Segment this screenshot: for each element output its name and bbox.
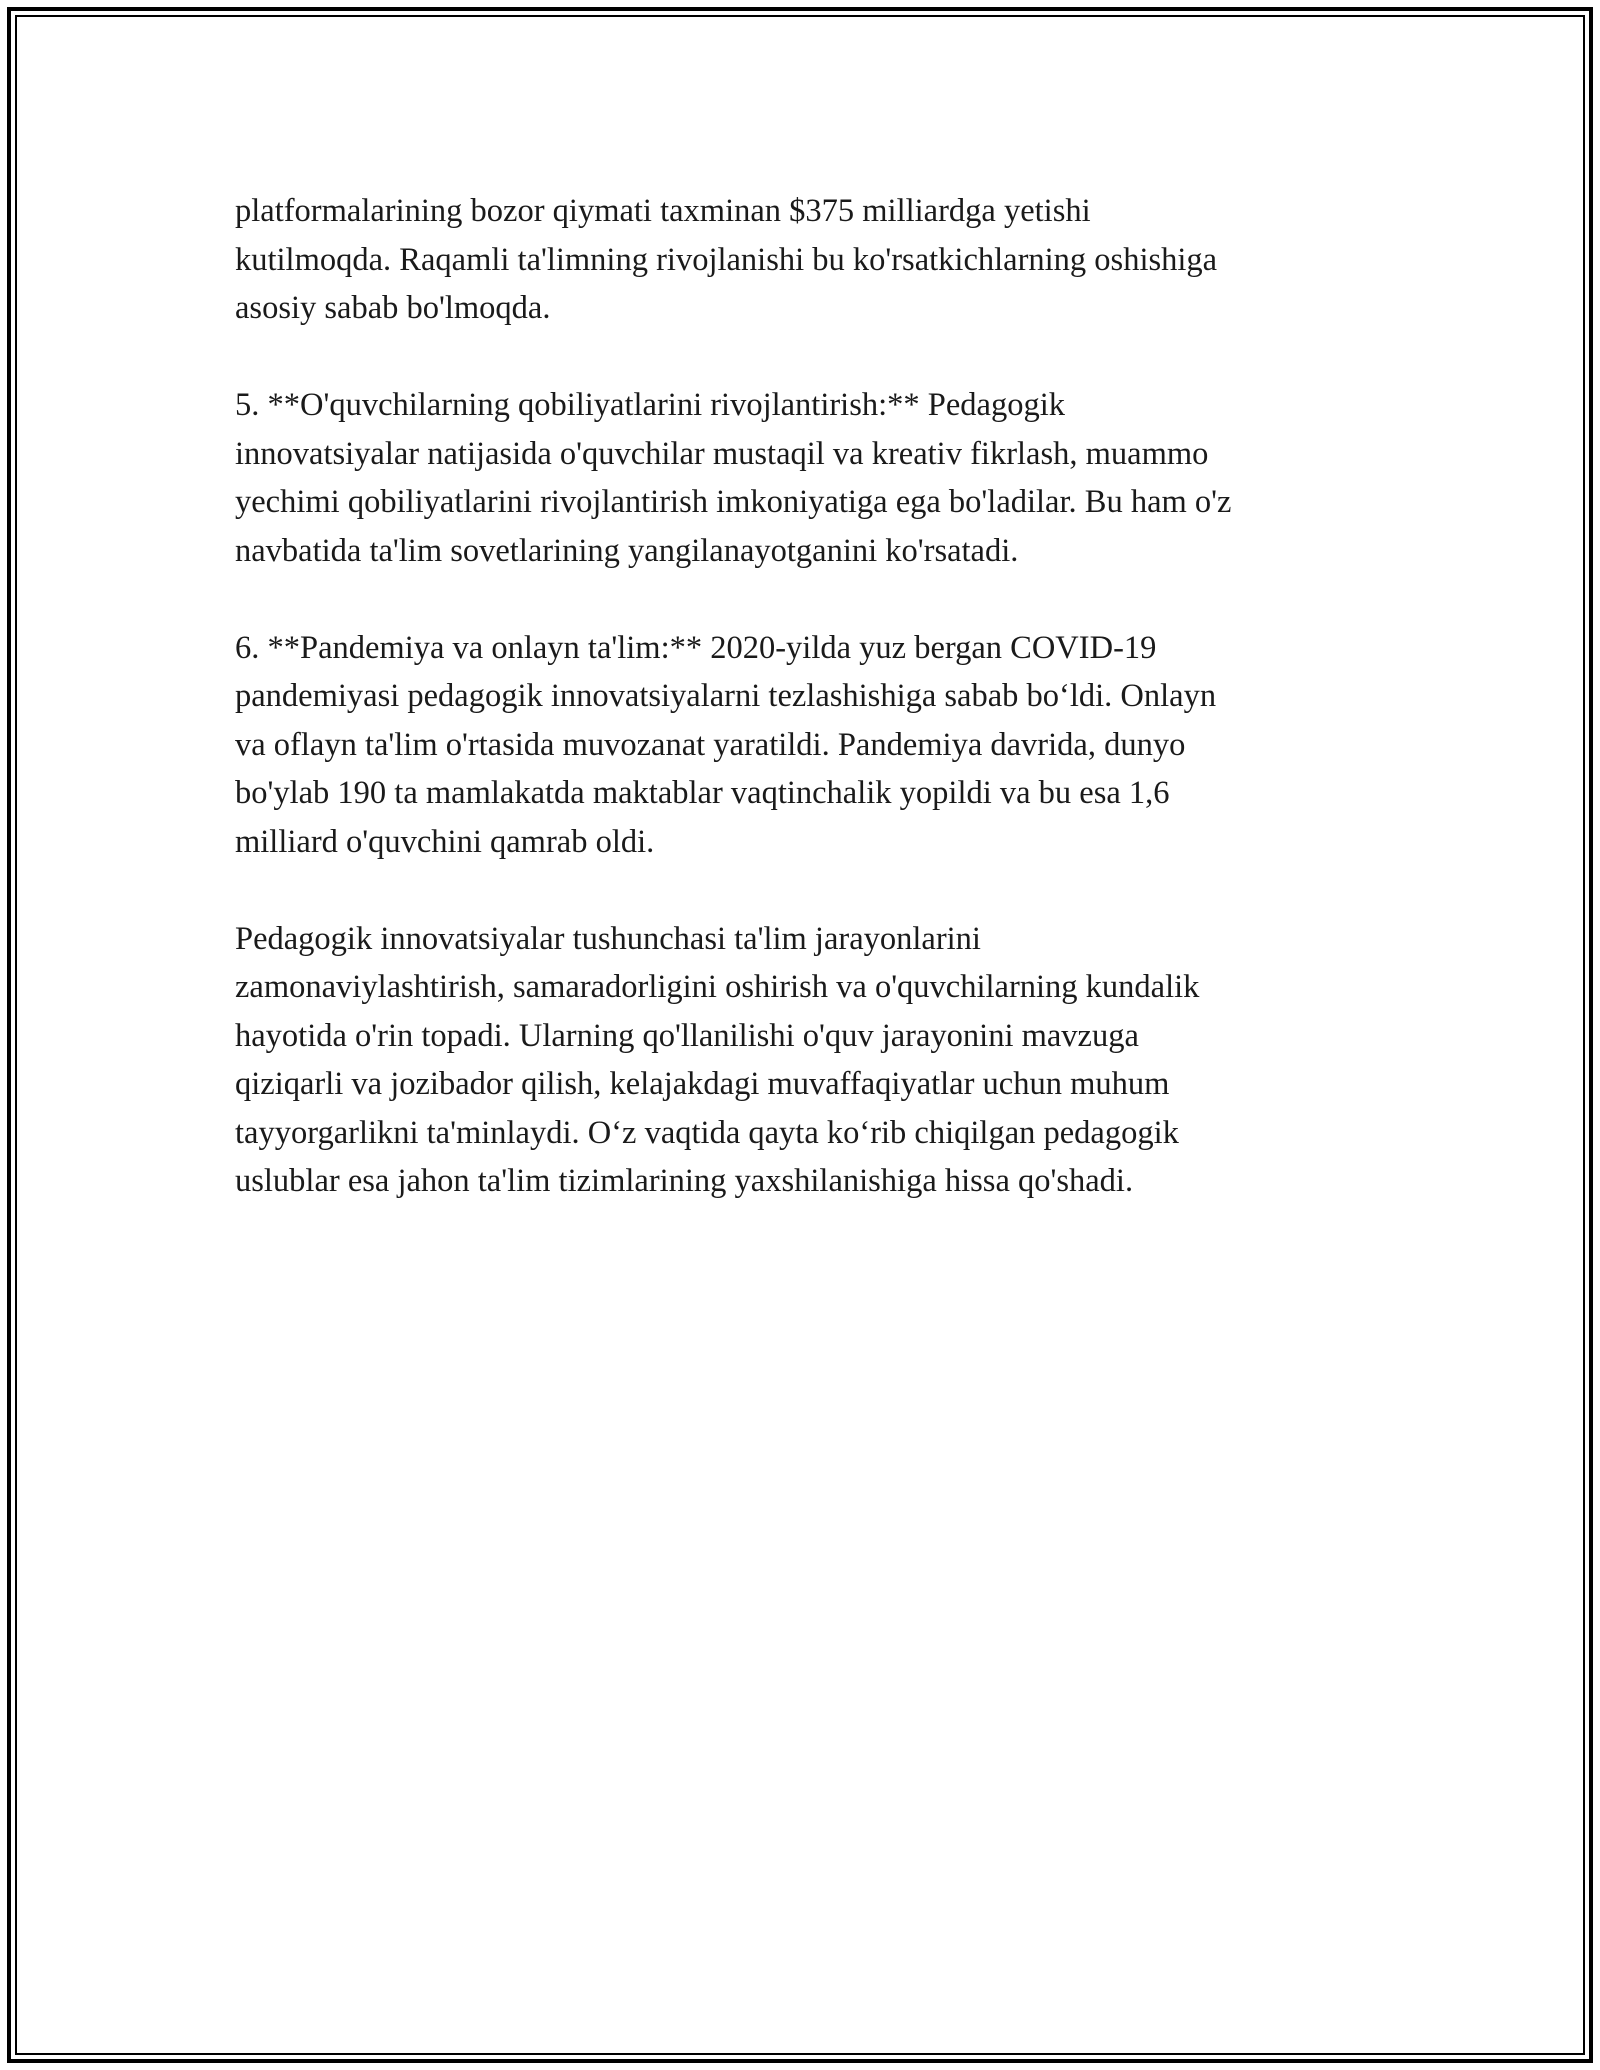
text-line: va oflayn ta'lim o'rtasida muvozanat yaratildi. Pandemiya davrida, dunyo — [235, 726, 1186, 763]
text-line: pandemiyasi pedagogik innovatsiyalarni tezlashishiga sabab bo‘ldi. Onlayn — [235, 678, 1217, 714]
text-line: qiziqarli va jozibador qilish, kelajakdagi muvaffaqiyatlar uchun muhum — [235, 1066, 1170, 1102]
paragraph-market-value — [235, 187, 1375, 333]
text-line: uslublar esa jahon ta'lim tizimlarining yaxshilanishiga hissa qo'shadi. — [235, 1163, 1134, 1199]
text-line: bo'ylab 190 ta mamlakatda maktablar vaqtinchalik yopildi va bu esa 1,6 — [235, 775, 1170, 811]
text-line: hayotida o'rin topadi. Ularning qo'llanilishi o'quv jarayonini mavzuga — [235, 1017, 1139, 1054]
text-line: navbatida ta'lim sovetlarining yangilanayotganini ko'rsatadi. — [235, 532, 1019, 569]
text-line: milliard o'quvchini qamrab oldi. — [235, 823, 655, 860]
text-line: innovatsiyalar natijasida o'quvchilar mustaqil va kreativ fikrlash, muammo — [235, 435, 1209, 472]
text-line: asosiy sabab bo'lmoqda. — [235, 290, 551, 326]
paragraph-item-5 — [235, 381, 1375, 575]
text-line: 6. **Pandemiya va onlayn ta'lim:** 2020-yilda yuz bergan COVID-19 — [235, 629, 1157, 666]
text-line: yechimi qobiliyatlarini rivojlantirish imkoniyatiga ega bo'ladilar. Bu ham o'z — [235, 484, 1232, 520]
paragraph-item-6 — [235, 624, 1375, 867]
document-body — [235, 187, 1375, 1254]
text-line: 5. **O'quvchilarning qobiliyatlarini rivojlantirish:** Pedagogik — [235, 387, 1065, 423]
text-line: Pedagogik innovatsiyalar tushunchasi ta'lim jarayonlarini — [235, 920, 981, 957]
paragraph-conclusion — [235, 915, 1375, 1206]
text-line: platformalarining bozor qiymati taxminan $375 milliardga yetishi — [235, 193, 1091, 229]
text-line: kutilmoqda. Raqamli ta'limning rivojlanishi bu ko'rsatkichlarning oshishiga — [235, 241, 1218, 278]
text-line: zamonaviylashtirish, samaradorligini oshirish va o'quvchilarning kundalik — [235, 969, 1200, 1005]
text-line: tayyorgarlikni ta'minlaydi. O‘z vaqtida qayta ko‘rib chiqilgan pedagogik — [235, 1114, 1179, 1151]
